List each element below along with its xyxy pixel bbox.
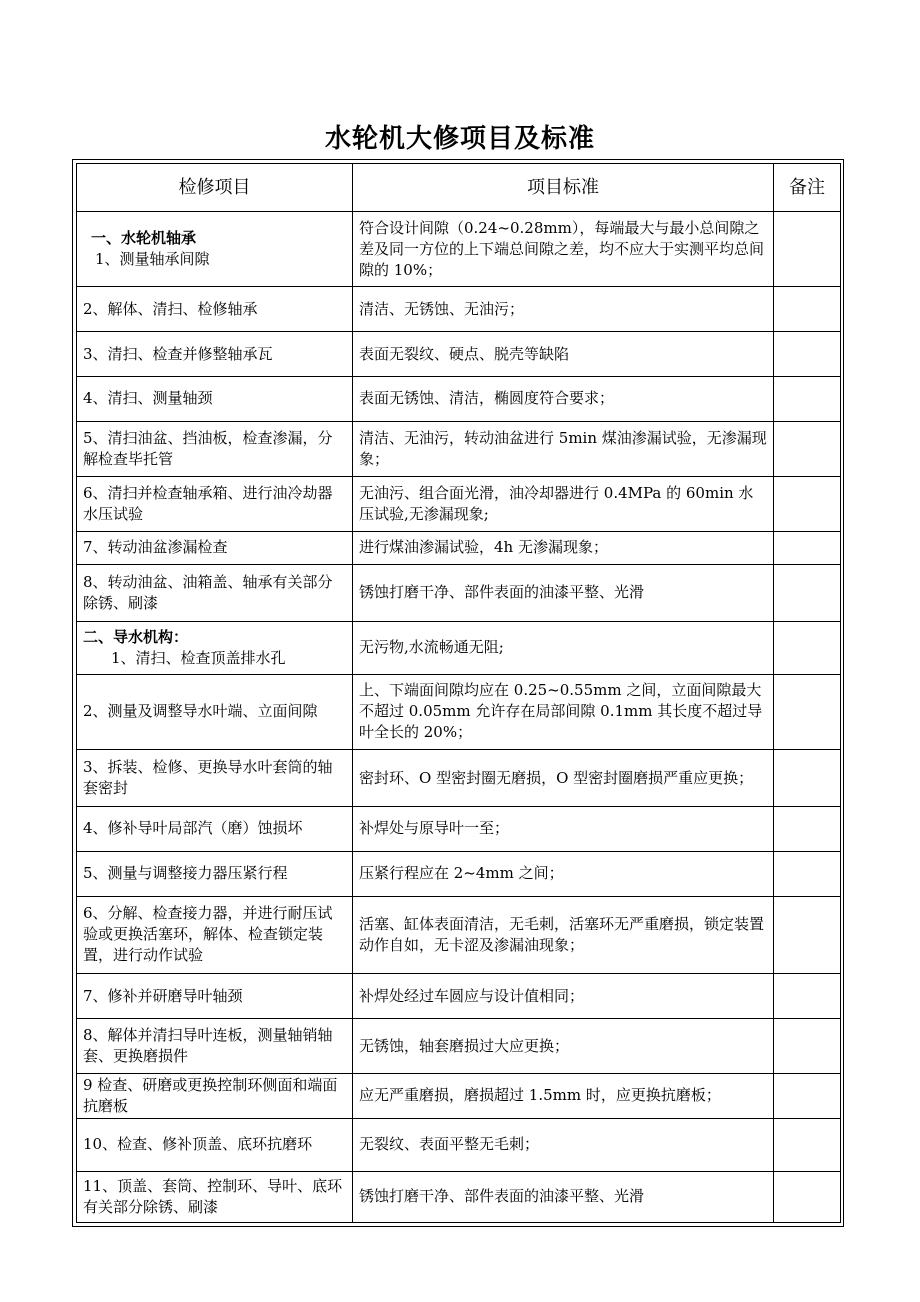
row-standard: 清洁、无锈蚀、无油污； xyxy=(353,287,774,332)
row-note xyxy=(774,332,841,377)
row-note xyxy=(774,974,841,1019)
table-row xyxy=(77,1118,841,1171)
row-note xyxy=(774,1171,841,1222)
row-standard: 进行煤油渗漏试验，4h 无渗漏现象； xyxy=(353,531,774,564)
row-item: 2、解体、清扫、检修轴承 xyxy=(77,287,353,332)
table-row xyxy=(77,1019,841,1074)
row-item: 2、测量及调整导水叶端、立面间隙 xyxy=(77,674,353,749)
table-row xyxy=(77,807,841,852)
table-row xyxy=(77,1074,841,1119)
table-row xyxy=(77,476,841,531)
row-standard: 无污物,水流畅通无阻; xyxy=(353,621,774,674)
row-note xyxy=(774,531,841,564)
header-note: 备注 xyxy=(774,164,841,212)
row-standard: 符合设计间隙（0.24~0.28mm），每端最大与最小总间隙之差及同一方位的上下端总间隙之差，均不应大于实测平均总间隙的 10%； xyxy=(353,212,774,287)
row-item: 7、修补并研磨导叶轴颈 xyxy=(77,974,353,1019)
row-note xyxy=(774,674,841,749)
row-item: 8、转动油盆、油箱盖、轴承有关部分除锈、刷漆 xyxy=(77,564,353,621)
row-note xyxy=(774,807,841,852)
table-row xyxy=(77,974,841,1019)
table-row xyxy=(77,674,841,749)
table-row xyxy=(77,621,841,674)
row-note xyxy=(774,1118,841,1171)
table-row xyxy=(77,1171,841,1222)
row-standard: 压紧行程应在 2~4mm 之间； xyxy=(353,851,774,896)
row-standard: 密封环、O 型密封圈无磨损，O 型密封圈磨损严重应更换； xyxy=(353,750,774,807)
section-title: 一、水轮机轴承 xyxy=(91,229,197,248)
table-row xyxy=(77,564,841,621)
row-standard: 活塞、缸体表面清洁，无毛刺，活塞环无严重磨损，锁定装置动作自如，无卡涩及渗漏油现象； xyxy=(353,896,774,973)
row-item: 11、顶盖、套筒、控制环、导叶、底环有关部分除锈、刷漆 xyxy=(77,1171,353,1222)
table-header-row xyxy=(77,164,841,212)
standards-table xyxy=(76,163,841,1223)
page-title: 水轮机大修项目及标准 xyxy=(324,124,595,154)
table-row xyxy=(77,750,841,807)
table-row xyxy=(77,531,841,564)
row-item: 10、检查、修补顶盖、底环抗磨环 xyxy=(77,1118,353,1171)
row-item: 5、测量与调整接力器压紧行程 xyxy=(77,851,353,896)
table-row xyxy=(77,212,841,287)
row-standard: 锈蚀打磨干净、部件表面的油漆平整、光滑 xyxy=(353,1171,774,1222)
row-note xyxy=(774,750,841,807)
item-text: 1、清扫、检查顶盖排水孔 xyxy=(111,648,286,667)
row-note xyxy=(774,564,841,621)
row-standard: 无锈蚀，轴套磨损过大应更换； xyxy=(353,1019,774,1074)
row-item: 6、清扫并检查轴承箱、进行油冷劫器水压试验 xyxy=(77,476,353,531)
row-note xyxy=(774,1074,841,1119)
item-text: 1、测量轴承间隙 xyxy=(95,250,210,269)
row-standard: 清洁、无油污，转动油盆进行 5min 煤油渗漏试验，无渗漏现象； xyxy=(353,421,774,476)
row-standard: 应无严重磨损，磨损超过 1.5mm 时，应更换抗磨板； xyxy=(353,1074,774,1119)
row-note xyxy=(774,1019,841,1074)
row-note xyxy=(774,476,841,531)
row-note xyxy=(774,421,841,476)
row-item: 3、清扫、检查并修整轴承瓦 xyxy=(77,332,353,377)
row-standard: 无裂纹、表面平整无毛刺； xyxy=(353,1118,774,1171)
row-standard: 表面无锈蚀、清洁，椭圆度符合要求； xyxy=(353,377,774,422)
standards-table-frame xyxy=(72,159,844,1227)
table-row xyxy=(77,287,841,332)
row-item xyxy=(77,212,353,287)
row-item: 4、修补导叶局部汽（磨）蚀损坏 xyxy=(77,807,353,852)
row-note xyxy=(774,212,841,287)
row-standard: 补焊处与原导叶一至； xyxy=(353,807,774,852)
row-item xyxy=(77,621,353,674)
row-standard: 锈蚀打磨干净、部件表面的油漆平整、光滑 xyxy=(353,564,774,621)
row-standard: 上、下端面间隙均应在 0.25~0.55mm 之间，立面间隙最大不超过 0.05mm 允许存在局部间隙 0.1mm 其长度不超过导叶全长的 20%； xyxy=(353,674,774,749)
row-item: 8、解体并清扫导叶连板，测量轴销轴套、更换磨损件 xyxy=(77,1019,353,1074)
row-note xyxy=(774,377,841,422)
header-item: 检修项目 xyxy=(77,164,353,212)
row-item: 6、分解、检查接力器，并进行耐压试验或更换活塞环，解体、检查锁定装置，进行动作试验 xyxy=(77,896,353,973)
row-item: 3、拆装、检修、更换导水叶套筒的轴套密封 xyxy=(77,750,353,807)
row-standard: 无油污、组合面光滑，油冷却器进行 0.4MPa 的 60min 水压试验,无渗漏现象; xyxy=(353,476,774,531)
table-row xyxy=(77,332,841,377)
row-standard: 补焊处经过车圆应与设计值相同； xyxy=(353,974,774,1019)
row-note xyxy=(774,851,841,896)
row-item: 7、转动油盆渗漏检查 xyxy=(77,531,353,564)
row-item: 5、清扫油盆、挡油板，检查渗漏，分解检查毕托管 xyxy=(77,421,353,476)
row-note xyxy=(774,621,841,674)
section-title: 二、导水机构： xyxy=(83,627,189,646)
row-standard: 表面无裂纹、硬点、脱壳等缺陷 xyxy=(353,332,774,377)
row-item: 9 检查、研磨或更换控制环侧面和端面抗磨板 xyxy=(77,1074,353,1119)
table-row xyxy=(77,851,841,896)
header-standard: 项目标准 xyxy=(353,164,774,212)
row-note xyxy=(774,287,841,332)
table-row xyxy=(77,896,841,973)
row-item: 4、清扫、测量轴颈 xyxy=(77,377,353,422)
table-row xyxy=(77,377,841,422)
table-row xyxy=(77,421,841,476)
row-note xyxy=(774,896,841,973)
